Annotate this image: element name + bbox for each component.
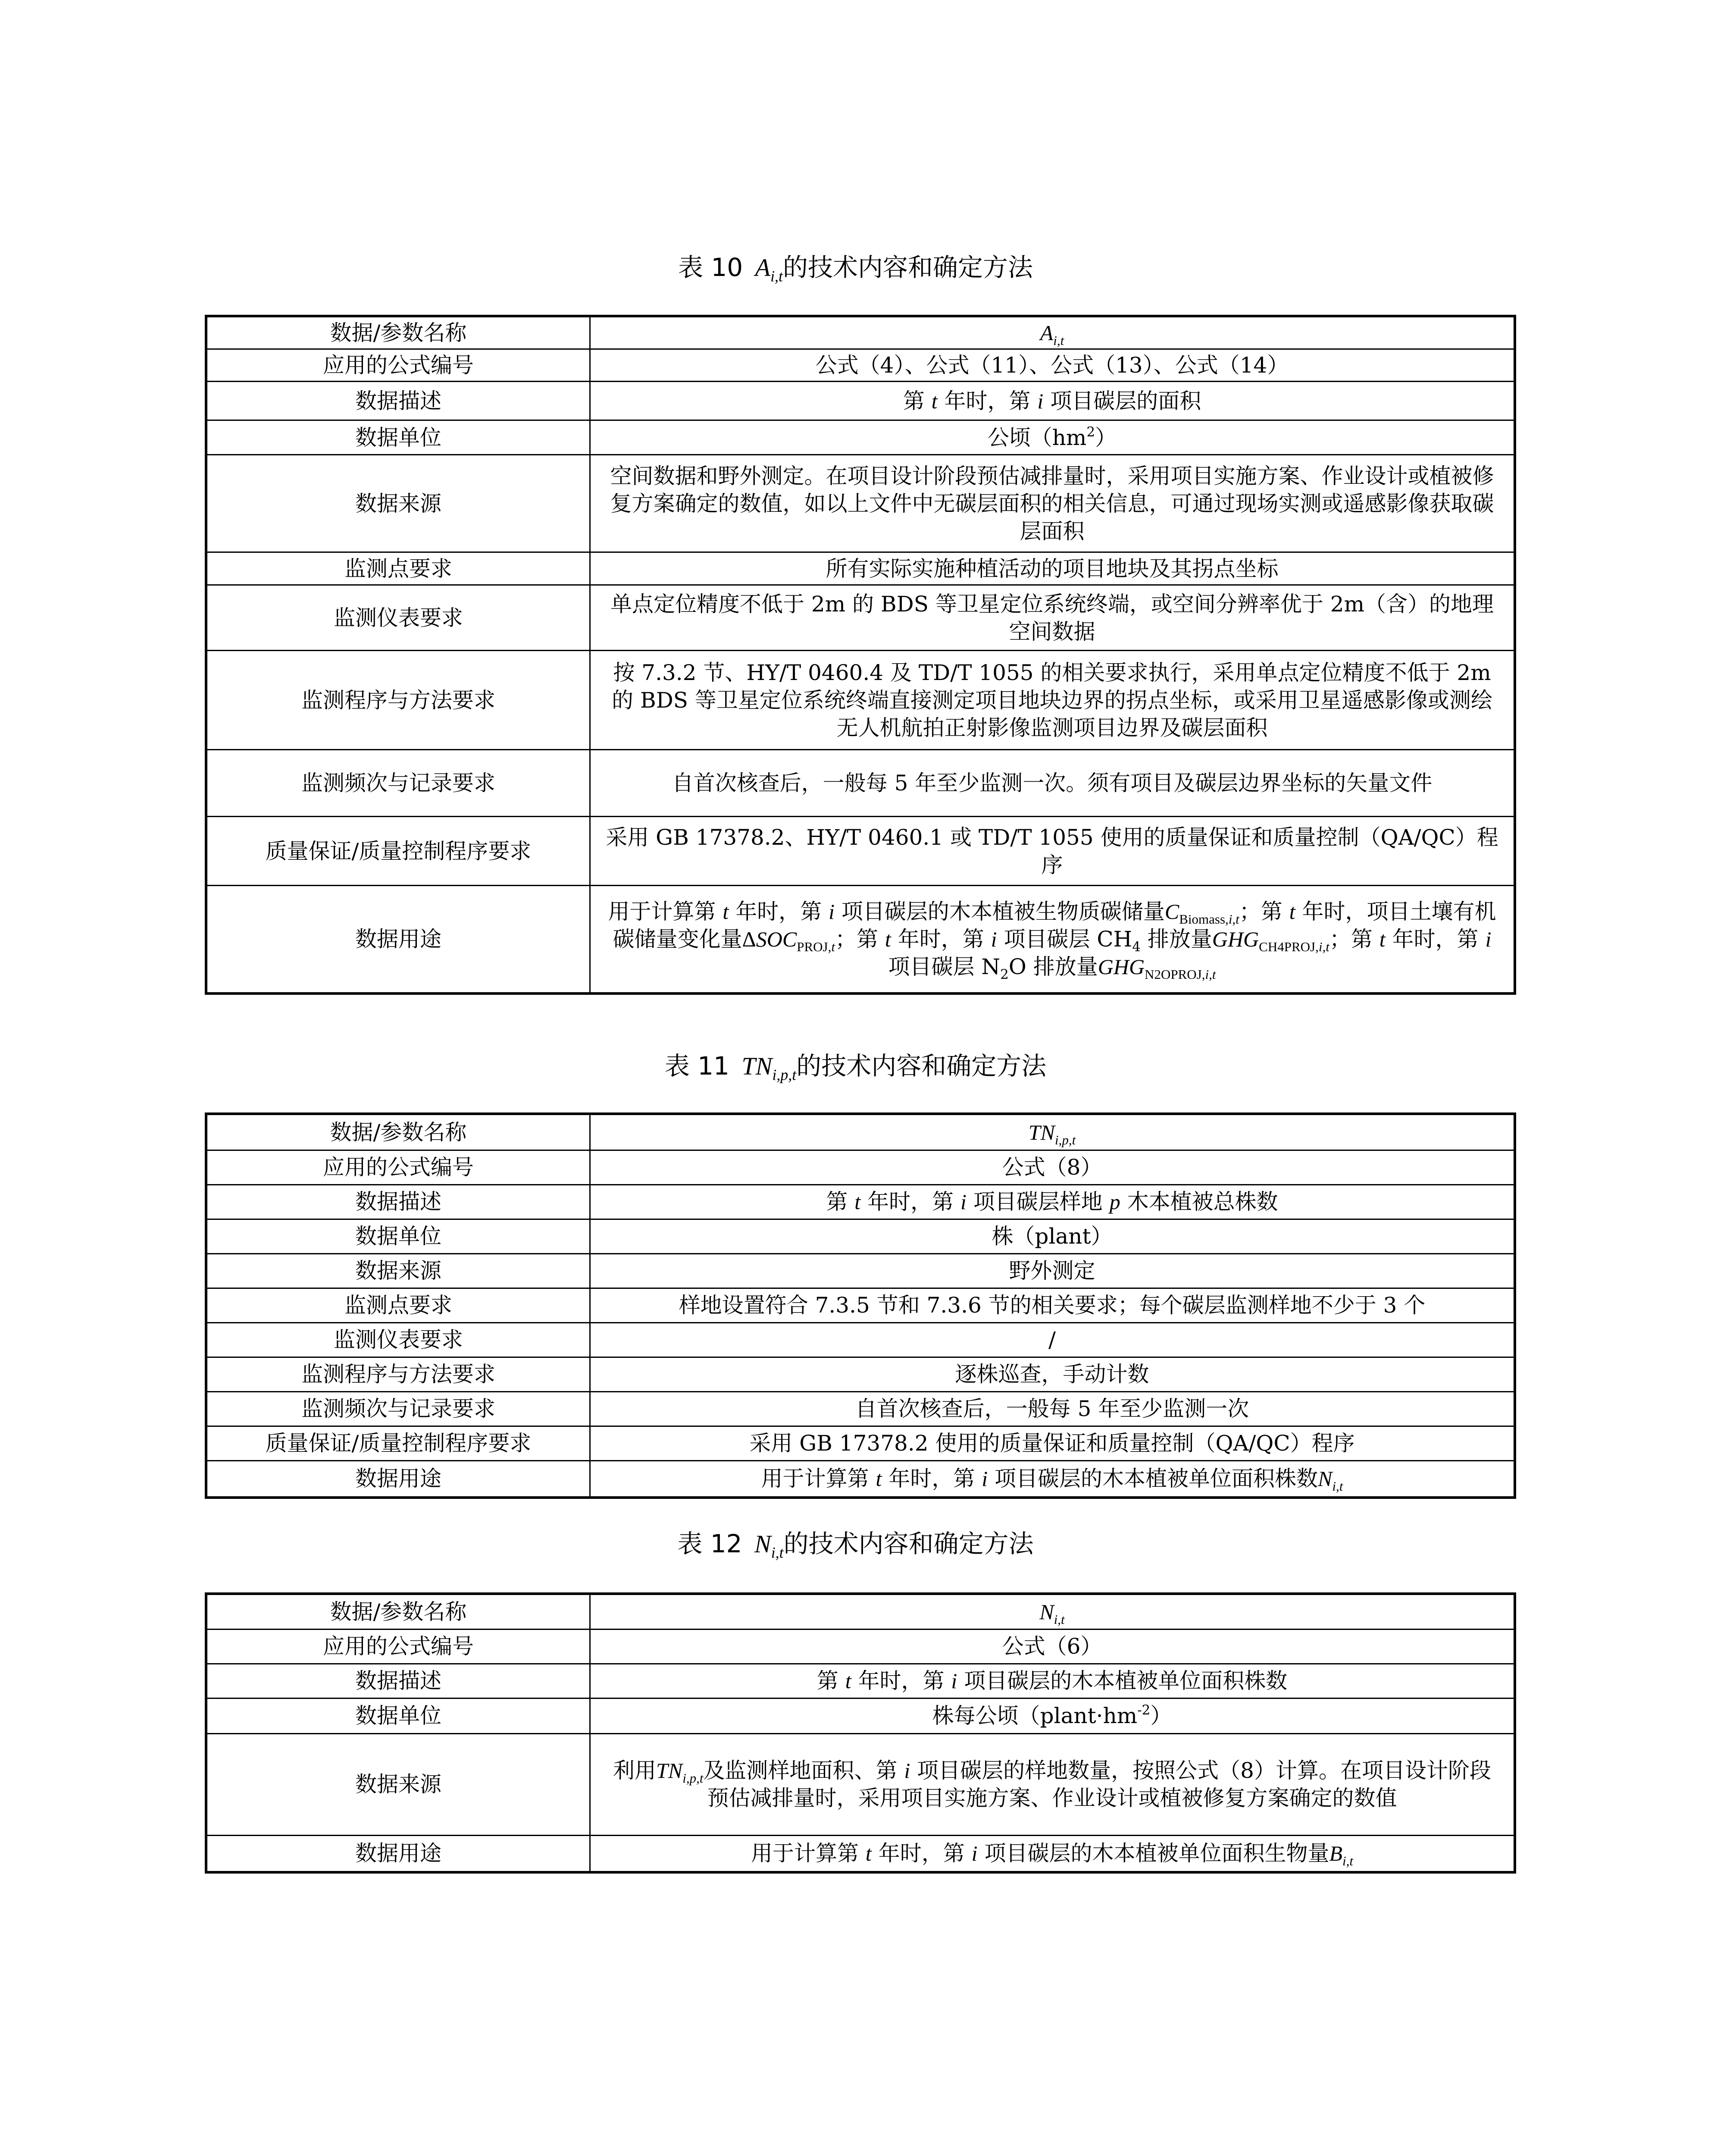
table-row: 监测程序与方法要求 按 7.3.2 节、HY/T 0460.4 及 TD/T 1055 的相关要求执行，采用单点定位精度不低于 2m 的 BDS 等卫星定位系统终端直接测定项目地块边界的拐点坐标，或采用卫星遥感影像或测绘无人机航拍正射影像监测项目边界及碳层面积 — [206, 651, 1515, 750]
table-row: 数据用途 用于计算第 t 年时，第 i 项目碳层的木本植被单位面积株数$N_{i,t}$ — [206, 1460, 1515, 1498]
table-row: 数据单位 株（plant） — [206, 1219, 1515, 1253]
table-11 — [205, 1112, 1516, 1499]
table-row: 数据/参数名称 $TN_{i,p,t}$ — [206, 1114, 1515, 1150]
table-row: 数据用途 用于计算第 t 年时，第 i 项目碳层的木本植被生物质碳储量$C_{Biomass,i,t}$；第 t 年时，项目土壤有机碳储量变化量$\Delta SOC_{PROJ,t}$；第 t 年时，第 i 项目碳层 $CH_4$ 排放量$GHG_{CH4PROJ,i,t}$；第 t 年时，第 i 项目碳层 $N_2O$ 排放量$GHG_{N2OPROJ,i,t}$ — [206, 886, 1515, 993]
table-row: 数据描述 第 t 年时，第 i 项目碳层样地 p 木本植被总株数 — [206, 1185, 1515, 1219]
table-row: 数据来源 利用$TN_{i,p,t}$及监测样地面积、第 i 项目碳层的样地数量，按照公式（8）计算。在项目设计阶段预估减排量时，采用项目实施方案、作业设计或植被修复方案确定的数值 — [206, 1733, 1515, 1835]
caption-symbol: $TN_{i,p,t}$ — [741, 1052, 797, 1084]
table-row: 应用的公式编号 公式（8） — [206, 1150, 1515, 1185]
table-row: 监测程序与方法要求 逐株巡查，手动计数 — [206, 1357, 1515, 1391]
table-row: 应用的公式编号 公式（6） — [206, 1629, 1515, 1664]
table-row: 监测仪表要求 / — [206, 1322, 1515, 1357]
table-row: 监测频次与记录要求 自首次核查后，一般每 5 年至少监测一次。须有项目及碳层边界坐标的矢量文件 — [206, 750, 1515, 817]
table-row: 质量保证/质量控制程序要求 采用 GB 17378.2 使用的质量保证和质量控制（QA/QC）程序 — [206, 1426, 1515, 1460]
table-number: 表 11 — [664, 1051, 729, 1081]
table-row: 数据描述 第 t 年时，第 i 项目碳层的面积 — [206, 382, 1515, 420]
table-row: 数据/参数名称 $N_{i,t}$ — [206, 1594, 1515, 1629]
caption-text: 的技术内容和确定方法 — [796, 1051, 1047, 1081]
caption-symbol: $A_{i,t}$ — [755, 254, 783, 285]
table-row: 数据/参数名称 $A_{i,t}$ — [206, 316, 1515, 349]
table-row: 数据单位 公顷$(hm^2)$ — [206, 420, 1515, 455]
table-row: 数据描述 第 t 年时，第 i 项目碳层的木本植被单位面积株数 — [206, 1664, 1515, 1698]
table-row: 监测点要求 所有实际实施种植活动的项目地块及其拐点坐标 — [206, 552, 1515, 585]
table-row: 监测仪表要求 单点定位精度不低于 2m 的 BDS 等卫星定位系统终端，或空间分辨率优于 2m（含）的地理空间数据 — [206, 585, 1515, 651]
table-number: 表 10 — [678, 253, 743, 282]
caption-symbol: $N_{i,t}$ — [754, 1530, 784, 1561]
table-row: 监测点要求 样地设置符合 7.3.5 节和 7.3.6 节的相关要求；每个碳层监测样地不少于 3 个 — [206, 1288, 1515, 1322]
table-number: 表 12 — [677, 1529, 742, 1558]
table-row: 应用的公式编号 公式（4）、公式（11）、公式（13）、公式（14） — [206, 349, 1515, 382]
table-row: 数据单位 株每公顷$(plant\cdot hm^{-2})$ — [206, 1698, 1515, 1733]
caption-text: 的技术内容和确定方法 — [783, 1529, 1034, 1558]
table-11-caption — [0, 1049, 1711, 1084]
table-row: 数据来源 空间数据和野外测定。在项目设计阶段预估减排量时，采用项目实施方案、作业设计或植被修复方案确定的数值，如以上文件中无碳层面积的相关信息，可通过现场实测或遥感影像获取碳层面积 — [206, 455, 1515, 552]
caption-text: 的技术内容和确定方法 — [783, 253, 1033, 282]
table-12 — [205, 1592, 1516, 1874]
table-row: 数据来源 野外测定 — [206, 1253, 1515, 1288]
table-12-caption — [0, 1526, 1711, 1561]
table-10-caption — [0, 250, 1711, 285]
table-row: 数据用途 用于计算第 t 年时，第 i 项目碳层的木本植被单位面积生物量$B_{i,t}$ — [206, 1835, 1515, 1872]
table-row: 监测频次与记录要求 自首次核查后，一般每 5 年至少监测一次 — [206, 1391, 1515, 1426]
table-row: 质量保证/质量控制程序要求 采用 GB 17378.2、HY/T 0460.1 或 TD/T 1055 使用的质量保证和质量控制（QA/QC）程序 — [206, 817, 1515, 886]
table-10 — [205, 315, 1516, 995]
